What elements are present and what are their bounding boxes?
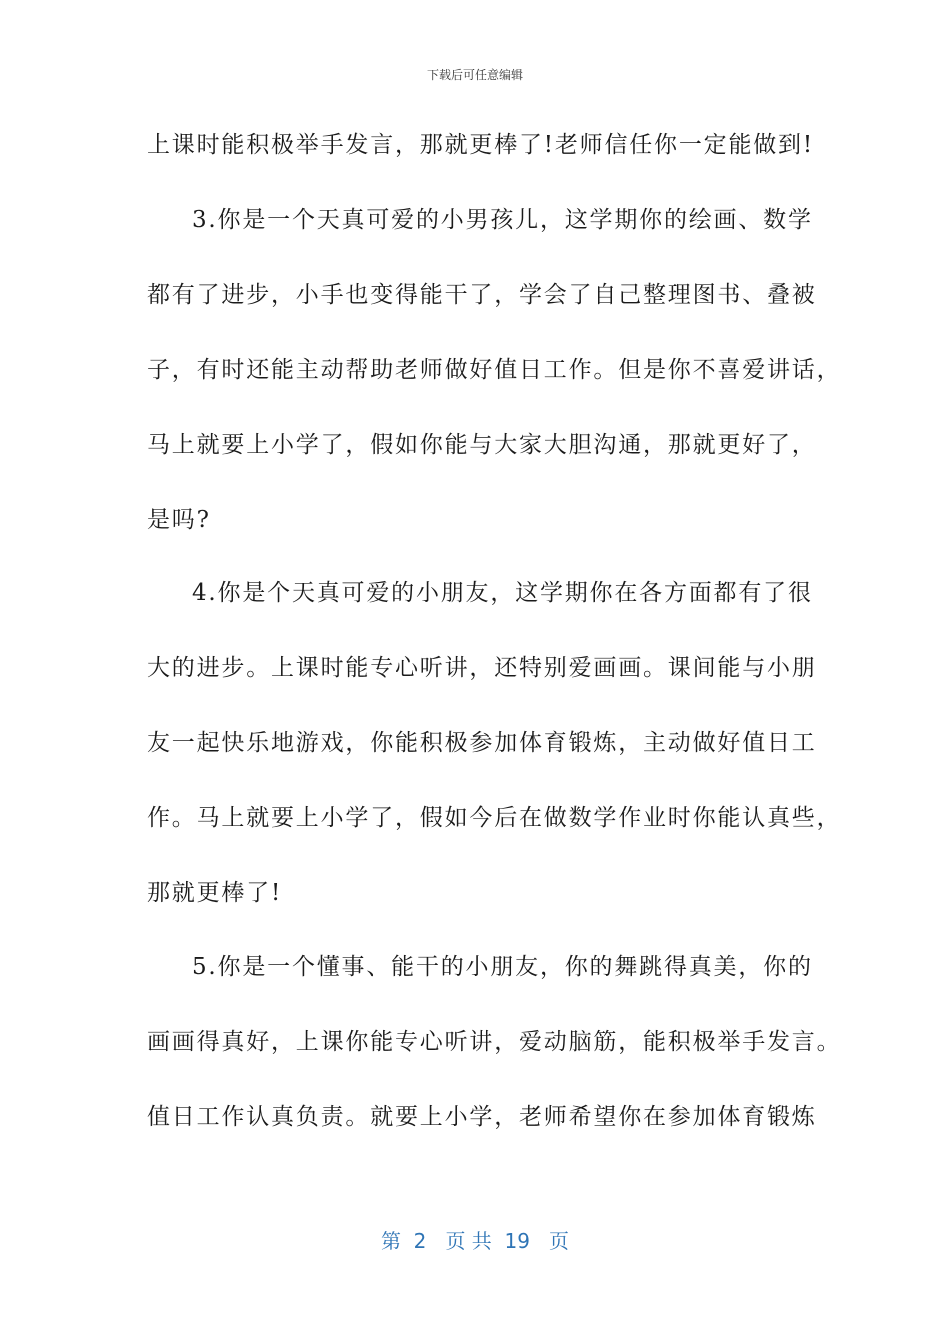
body-line: 都有了进步，小手也变得能干了，学会了自己整理图书、叠被 bbox=[147, 282, 817, 308]
body-line: 上课时能积极举手发言，那就更棒了!老师信任你一定能做到! bbox=[147, 132, 814, 158]
body-line: 作。马上就要上小学了，假如今后在做数学作业时你能认真些， bbox=[147, 805, 842, 831]
paragraph-start-3: 3.你是一个天真可爱的小男孩儿，这学期你的绘画、数学 bbox=[192, 207, 813, 233]
body-line: 子，有时还能主动帮助老师做好值日工作。但是你不喜爱讲话， bbox=[147, 357, 842, 383]
body-line: 马上就要上小学了，假如你能与大家大胆沟通，那就更好了， bbox=[147, 432, 817, 458]
page-header: 下载后可任意编辑 bbox=[426, 68, 523, 82]
body-line: 大的进步。上课时能专心听讲，还特别爱画画。课间能与小朋 bbox=[147, 655, 817, 681]
body-line: 友一起快乐地游戏，你能积极参加体育锻炼，主动做好值日工 bbox=[147, 730, 817, 756]
body-line: 画画得真好，上课你能专心听讲，爱动脑筋，能积极举手发言。 bbox=[147, 1029, 842, 1055]
page-number-footer: 第 2 页 共 19 页 bbox=[380, 1229, 570, 1253]
paragraph-start-4: 4.你是个天真可爱的小朋友，这学期你在各方面都有了很 bbox=[192, 580, 813, 606]
paragraph-start-5: 5.你是一个懂事、能干的小朋友，你的舞跳得真美，你的 bbox=[192, 954, 813, 980]
body-line: 那就更棒了! bbox=[147, 880, 283, 906]
body-line: 值日工作认真负责。就要上小学，老师希望你在参加体育锻炼 bbox=[147, 1104, 817, 1130]
body-line: 是吗? bbox=[147, 507, 211, 533]
